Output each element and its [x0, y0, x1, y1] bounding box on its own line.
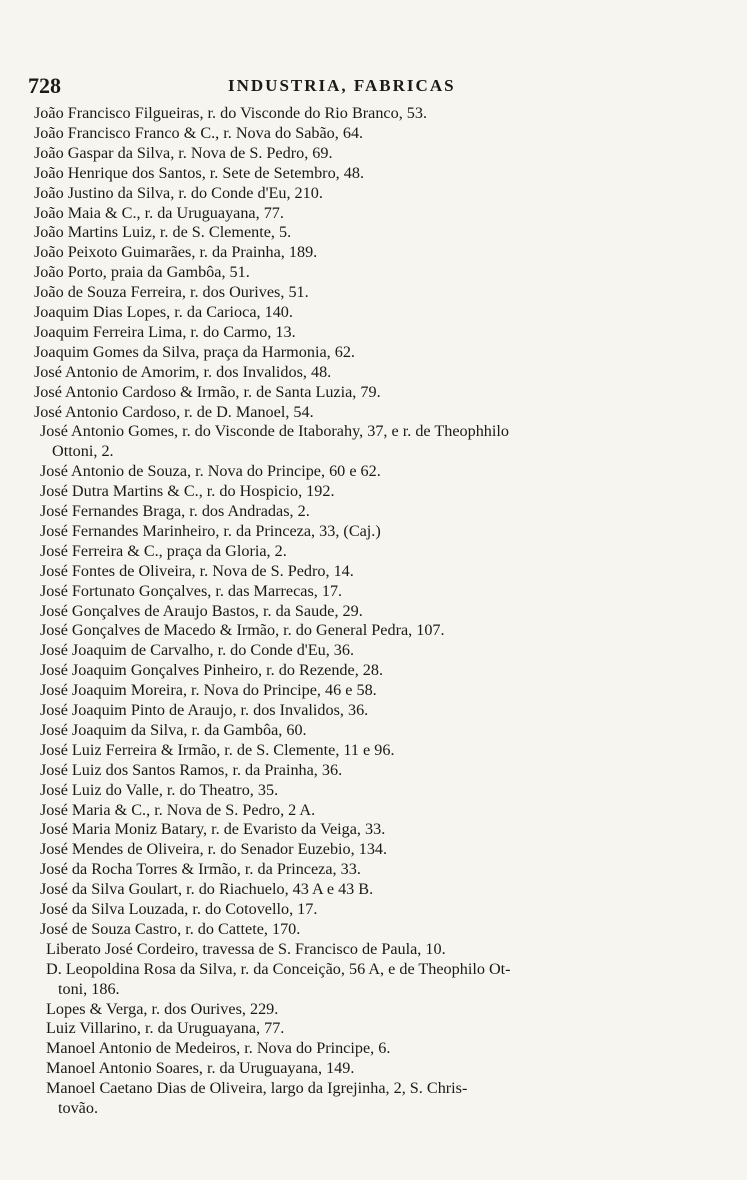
directory-entry [40, 920, 300, 940]
directory-entry [34, 283, 309, 303]
entry-text: José Joaquim Pinto de Araujo, r. dos Invalidos, 36. [40, 701, 369, 719]
entry-text: José Luiz do Valle, r. do Theatro, 35. [40, 780, 279, 799]
directory-entry [34, 263, 250, 283]
entry-text: João Justino da Silva, r. do Conde d'Eu, 210. [34, 183, 323, 202]
directory-entry [40, 522, 381, 542]
directory-entry [40, 860, 361, 880]
entry-text: João Henrique dos Santos, r. Sete de Setembro, 48. [34, 163, 364, 182]
entry-text: José Joaquim de Carvalho, r. do Conde d'Eu, 36. [40, 641, 355, 660]
entry-text: Joaquim Dias Lopes, r. da Carioca, 140. [34, 303, 293, 321]
entry-text: José de Souza Castro, r. do Cattete, 170. [40, 919, 301, 938]
directory-entry [46, 1019, 284, 1039]
entry-text: José Mendes de Oliveira, r. do Senador Euzebio, 134. [40, 840, 388, 859]
directory-entry [40, 462, 381, 482]
directory-entry [40, 602, 363, 622]
entry-text: Joaquim Gomes da Silva, praça da Harmonia, 62. [34, 342, 355, 361]
entry-text: Manoel Caetano Dias de Oliveira, largo da Igrejinha, 2, S. Chris- [46, 1079, 468, 1098]
entry-text: José Fontes de Oliveira, r. Nova de S. Pedro, 14. [40, 561, 354, 580]
entry-text: José Antonio Gomes, r. do Visconde de Itaborahy, 37, e r. de Theophhilo [40, 422, 509, 441]
directory-entry [40, 701, 368, 721]
directory-entry [40, 582, 342, 602]
entry-text: José Maria Moniz Batary, r. de Evaristo da Veiga, 33. [40, 820, 386, 839]
entry-text: João Francisco Franco & C., r. Nova do Sabão, 64. [34, 123, 364, 142]
entry-text: Liberato José Cordeiro, travessa de S. Francisco de Paula, 10. [46, 939, 446, 958]
directory-entry [40, 801, 315, 821]
entry-text: José Gonçalves de Araujo Bastos, r. da Saude, 29. [40, 601, 363, 620]
directory-entry [40, 681, 377, 701]
page-number: 728 [28, 73, 61, 98]
entry-text: João Gaspar da Silva, r. Nova de S. Pedro, 69. [34, 143, 333, 162]
directory-entry [46, 1000, 278, 1020]
entry-text: José Luiz dos Santos Ramos, r. da Prainha, 36. [40, 760, 343, 779]
page-header [0, 74, 747, 98]
directory-entry [34, 303, 293, 323]
directory-entry [40, 562, 354, 582]
directory-entry [40, 840, 387, 860]
entry-text: João Porto, praia da Gambôa, 51. [34, 263, 250, 282]
entry-text: João Francisco Filgueiras, r. do Visconde do Rio Branco, 53. [34, 104, 428, 122]
entry-text: João de Souza Ferreira, r. dos Ourives, 51. [34, 283, 309, 302]
entry-text: José Luiz Ferreira & Irmão, r. de S. Clemente, 11 e 96. [40, 740, 395, 759]
directory-entry [40, 721, 307, 741]
entry-text: João Peixoto Guimarães, r. da Prainha, 189. [34, 243, 318, 262]
directory-entry [46, 1079, 467, 1119]
entry-text: José Antonio de Amorim, r. dos Invalidos, 48. [34, 362, 332, 381]
directory-entry [34, 363, 331, 383]
directory-entry [34, 204, 284, 224]
directory-entry [40, 621, 445, 641]
directory-entry [34, 124, 363, 144]
directory-entry [34, 223, 291, 243]
entry-text: José Gonçalves de Macedo & Irmão, r. do General Pedra, 107. [40, 621, 445, 640]
directory-entry [40, 542, 287, 562]
entry-text: José Fernandes Braga, r. dos Andradas, 2. [40, 502, 310, 520]
entry-text: Luiz Villarino, r. da Uruguayana, 77. [46, 1019, 285, 1038]
directory-entry [46, 960, 511, 1000]
entry-text: Joaquim Ferreira Lima, r. do Carmo, 13. [34, 322, 296, 341]
directory-entry [40, 502, 310, 522]
entry-text: D. Leopoldina Rosa da Silva, r. da Conceição, 56 A, e de Theophilo Ot- [46, 959, 511, 978]
directory-entry [40, 482, 335, 502]
directory-entry [40, 880, 373, 900]
directory-entry [34, 243, 317, 263]
entry-text: José Antonio Cardoso, r. de D. Manoel, 54. [34, 402, 314, 421]
entry-text: José da Silva Louzada, r. do Cotovello, 17. [40, 900, 318, 918]
directory-entry [34, 403, 314, 423]
entry-text: Manoel Antonio de Medeiros, r. Nova do Principe, 6. [46, 1039, 391, 1058]
entry-text: Lopes & Verga, r. dos Ourives, 229. [46, 999, 279, 1018]
entry-text: José Joaquim Gonçalves Pinheiro, r. do Rezende, 28. [40, 661, 384, 680]
directory-entry [34, 383, 381, 403]
entry-text: José Joaquim Moreira, r. Nova do Principe, 46 e 58. [40, 681, 377, 700]
entry-continuation: toni, 186. [58, 979, 120, 998]
entry-text: José da Silva Goulart, r. do Riachuelo, 43 A e 43 B. [40, 880, 374, 899]
entry-text: José Joaquim da Silva, r. da Gambôa, 60. [40, 720, 307, 739]
entry-text: José Antonio Cardoso & Irmão, r. de Santa Luzia, 79. [34, 382, 381, 401]
entry-continuation: tovão. [58, 1099, 99, 1117]
entry-text: Manoel Antonio Soares, r. da Uruguayana, 149. [46, 1059, 355, 1078]
entry-text: João Martins Luiz, r. de S. Clemente, 5. [34, 223, 292, 242]
directory-entry [34, 144, 333, 164]
entry-text: José Antonio de Souza, r. Nova do Principe, 60 e 62. [40, 462, 381, 481]
directory-entry [40, 661, 383, 681]
entry-text: José da Rocha Torres & Irmão, r. da Princeza, 33. [40, 860, 361, 879]
entry-text: José Fortunato Gonçalves, r. das Marrecas, 17. [40, 581, 343, 600]
directory-entry [46, 1039, 390, 1059]
directory-entry [34, 104, 427, 124]
directory-entry [40, 641, 354, 661]
directory-entry [34, 343, 355, 363]
directory-entry [46, 1059, 354, 1079]
directory-entry [34, 323, 296, 343]
entry-text: João Maia & C., r. da Uruguayana, 77. [34, 203, 284, 222]
directory-entry [34, 164, 364, 184]
directory-entry [34, 184, 323, 204]
directory-entry [40, 781, 278, 801]
directory-entry [40, 900, 317, 920]
directory-entry [40, 820, 385, 840]
directory-entry [46, 940, 446, 960]
running-title: INDUSTRIA, FABRICAS [228, 76, 456, 95]
directory-entry [40, 761, 342, 781]
entry-text: José Maria & C., r. Nova de S. Pedro, 2 A. [40, 800, 316, 819]
entry-text: José Ferreira & C., praça da Gloria, 2. [40, 541, 287, 560]
entry-continuation: Ottoni, 2. [52, 442, 114, 461]
entry-text: José Dutra Martins & C., r. do Hospicio, 192. [40, 482, 335, 501]
directory-entry [40, 741, 395, 761]
entry-text: José Fernandes Marinheiro, r. da Princeza, 33, (Caj.) [40, 521, 381, 540]
directory-entry [40, 422, 509, 462]
